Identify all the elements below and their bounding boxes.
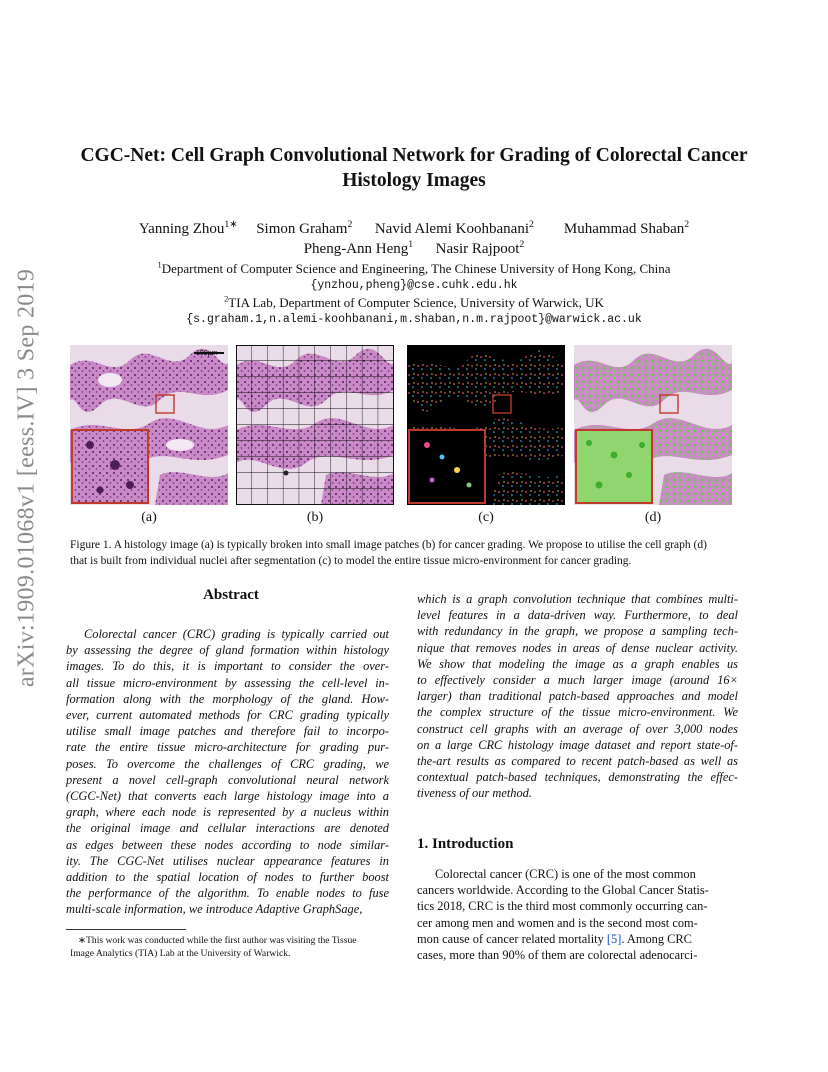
email-1: {ynzhou,pheng}@cse.cuhk.edu.hk <box>310 279 518 292</box>
text-line: poses. To overcome the challenges of CRC grading, we <box>66 756 389 771</box>
abstract-left-column <box>66 626 389 918</box>
text-line: present a novel cell-graph convolutional neural network <box>66 772 389 787</box>
footnote-rule <box>66 929 186 930</box>
affiliation-mark: 1 <box>157 259 162 270</box>
abstract-heading: Abstract <box>203 587 259 603</box>
caption-line: that is built from individual nuclei after segmentation (c) to model the entire tissue micro-environment for cancer grading. <box>70 555 632 567</box>
text-span: . Among CRC <box>621 931 692 946</box>
footnote <box>70 934 400 960</box>
text-line: cer among men and women and is the second most com- <box>417 915 698 930</box>
author-line-2 <box>60 239 768 259</box>
affiliation-1 <box>60 260 768 278</box>
affiliation-2 <box>60 294 768 312</box>
author-name: Pheng-Ann Heng <box>303 241 409 257</box>
author-name: Muhammad Shaban <box>563 221 685 237</box>
author-name: Yanning Zhou <box>138 221 225 237</box>
text-line: images. To do this, it is important to consider the over- <box>66 659 389 674</box>
affiliation-mark: 2 <box>224 293 229 304</box>
text-line: the performance of the algorithm. To enable nodes to fuse <box>66 886 389 901</box>
panel-label-c: (c) <box>478 510 494 525</box>
email-2: {s.graham.1,n.alemi-koohbanani,m.shaban,n.m.rajpoot}@warwick.ac.uk <box>186 313 642 326</box>
author-name: Simon Graham <box>256 221 348 237</box>
author-mark: 2 <box>528 219 534 230</box>
text-span: mon cause of cancer related mortality <box>417 931 607 946</box>
author-name: Navid Alemi Koohbanani <box>374 221 529 237</box>
author-mark: 1∗ <box>224 219 238 230</box>
text-line: We show that modeling the image as a graph enables us <box>417 656 738 671</box>
text-line: addition to the spatial location of nodes to further boost <box>66 870 389 885</box>
text-line: as edges between these nodes according to node similar- <box>66 837 389 852</box>
author-mark: 1 <box>408 239 414 250</box>
scale-bar-label: 100μm <box>196 350 218 357</box>
text-line: ever, current automated methods for CRC grading typically <box>66 708 389 723</box>
text-line: with redundancy in the graph, we propose a sampling tech- <box>417 624 738 639</box>
figure-caption <box>70 537 760 569</box>
figure-panel-c-nuclei <box>407 345 565 505</box>
affiliation-2-text: TIA Lab, Department of Computer Science, University of Warwick, UK <box>228 295 604 310</box>
citation-link[interactable]: [5] <box>606 931 622 946</box>
footnote-line: ∗This work was conducted while the first author was visiting the Tissue <box>78 935 357 946</box>
text-line: formation along with the morphology of the gland. How- <box>66 691 389 706</box>
text-line: which is a graph convolution technique that combines multi- <box>417 592 738 606</box>
text-line: nique that removes nodes in areas of dense nuclear activity. <box>417 640 738 655</box>
affiliation-1-text: Department of Computer Science and Engineering, The Chinese University of Hong Kong, China <box>161 261 671 276</box>
text-line: (CGC-Net) that converts each large histology image into a <box>66 789 389 804</box>
panel-label-b: (b) <box>306 510 324 525</box>
text-line: cancers worldwide. According to the Global Cancer Statis- <box>417 883 709 898</box>
text-line: graph, where each node is represented by a nucleus within <box>66 805 389 820</box>
text-line: tics 2018, CRC is the third most commonly occurring can- <box>417 899 708 914</box>
arxiv-identifier-text: arXiv:1909.01068v1 [eess.IV] 3 Sep 2019 <box>13 268 40 688</box>
author-name: Nasir Rajpoot <box>435 241 520 257</box>
text-line: Colorectal cancer (CRC) is one of the most common <box>435 867 696 881</box>
introduction-heading: 1. Introduction <box>417 836 514 852</box>
abstract-right-column <box>417 591 738 802</box>
paper-title-line-1: CGC-Net: Cell Graph Convolutional Network for Grading of Colorectal Cancer <box>80 145 748 166</box>
text-line: Colorectal cancer (CRC) grading is typically carried out <box>84 627 389 641</box>
text-line: the complex structure of the tissue micro-environment. We <box>417 705 738 720</box>
text-line: the original image and cellular interactions are denoted <box>66 821 389 836</box>
author-mark: 2 <box>684 219 690 230</box>
paper-title-line-2: Histology Images <box>342 170 486 191</box>
caption-line: Figure 1. A histology image (a) is typically broken into small image patches (b) for cancer grading. We propose to utilise the cell graph (d) <box>70 539 707 551</box>
arxiv-identifier <box>2 268 52 688</box>
panel-label-a: (a) <box>141 510 157 525</box>
footnote-line: Image Analytics (TIA) Lab at the University of Warwick. <box>70 948 291 959</box>
text-line: all tissue micro-environment by assessing the cell-level in- <box>66 675 389 690</box>
text-line <box>417 931 738 947</box>
author-mark: 2 <box>347 219 353 230</box>
text-line: the-art results as compared to recent patch-based as well as <box>417 754 738 769</box>
text-line: tiveness of our method. <box>417 786 532 801</box>
text-line: utilise small image patches and therefore fail to incorpo- <box>66 724 389 739</box>
figure-panel-a-histology <box>70 345 228 505</box>
text-line: larger) than traditional patch-based approaches and model <box>417 689 738 704</box>
text-line: contextual patch-based techniques, demonstrating the effec- <box>417 770 738 785</box>
introduction-text <box>417 866 738 963</box>
text-line: multi-scale information, we introduce Adaptive GraphSage, <box>66 902 363 917</box>
text-line: by assessing the degree of gland formation within histology <box>66 643 389 658</box>
text-line: to effectively consider a much larger image (around 16× <box>417 673 738 688</box>
panel-label-d: (d) <box>644 510 662 525</box>
text-line: construct cell graphs with an average of over 3,000 nodes <box>417 721 738 736</box>
text-line: level features in a data-driven way. Furthermore, to deal <box>417 608 738 623</box>
author-line-1 <box>60 219 768 239</box>
text-line: rate the entire tissue micro-architecture for grading pur- <box>66 740 389 755</box>
figure-panel-d-cell-graph <box>574 345 732 505</box>
text-line: cases, more than 90% of them are colorectal adenocarci- <box>417 948 698 963</box>
text-line: ity. The CGC-Net utilises nuclear appearance features in <box>66 853 389 868</box>
figure-panel-b-patches <box>236 345 394 505</box>
text-line: on a large CRC histology image dataset and report state-of- <box>417 737 738 752</box>
author-mark: 2 <box>519 239 525 250</box>
